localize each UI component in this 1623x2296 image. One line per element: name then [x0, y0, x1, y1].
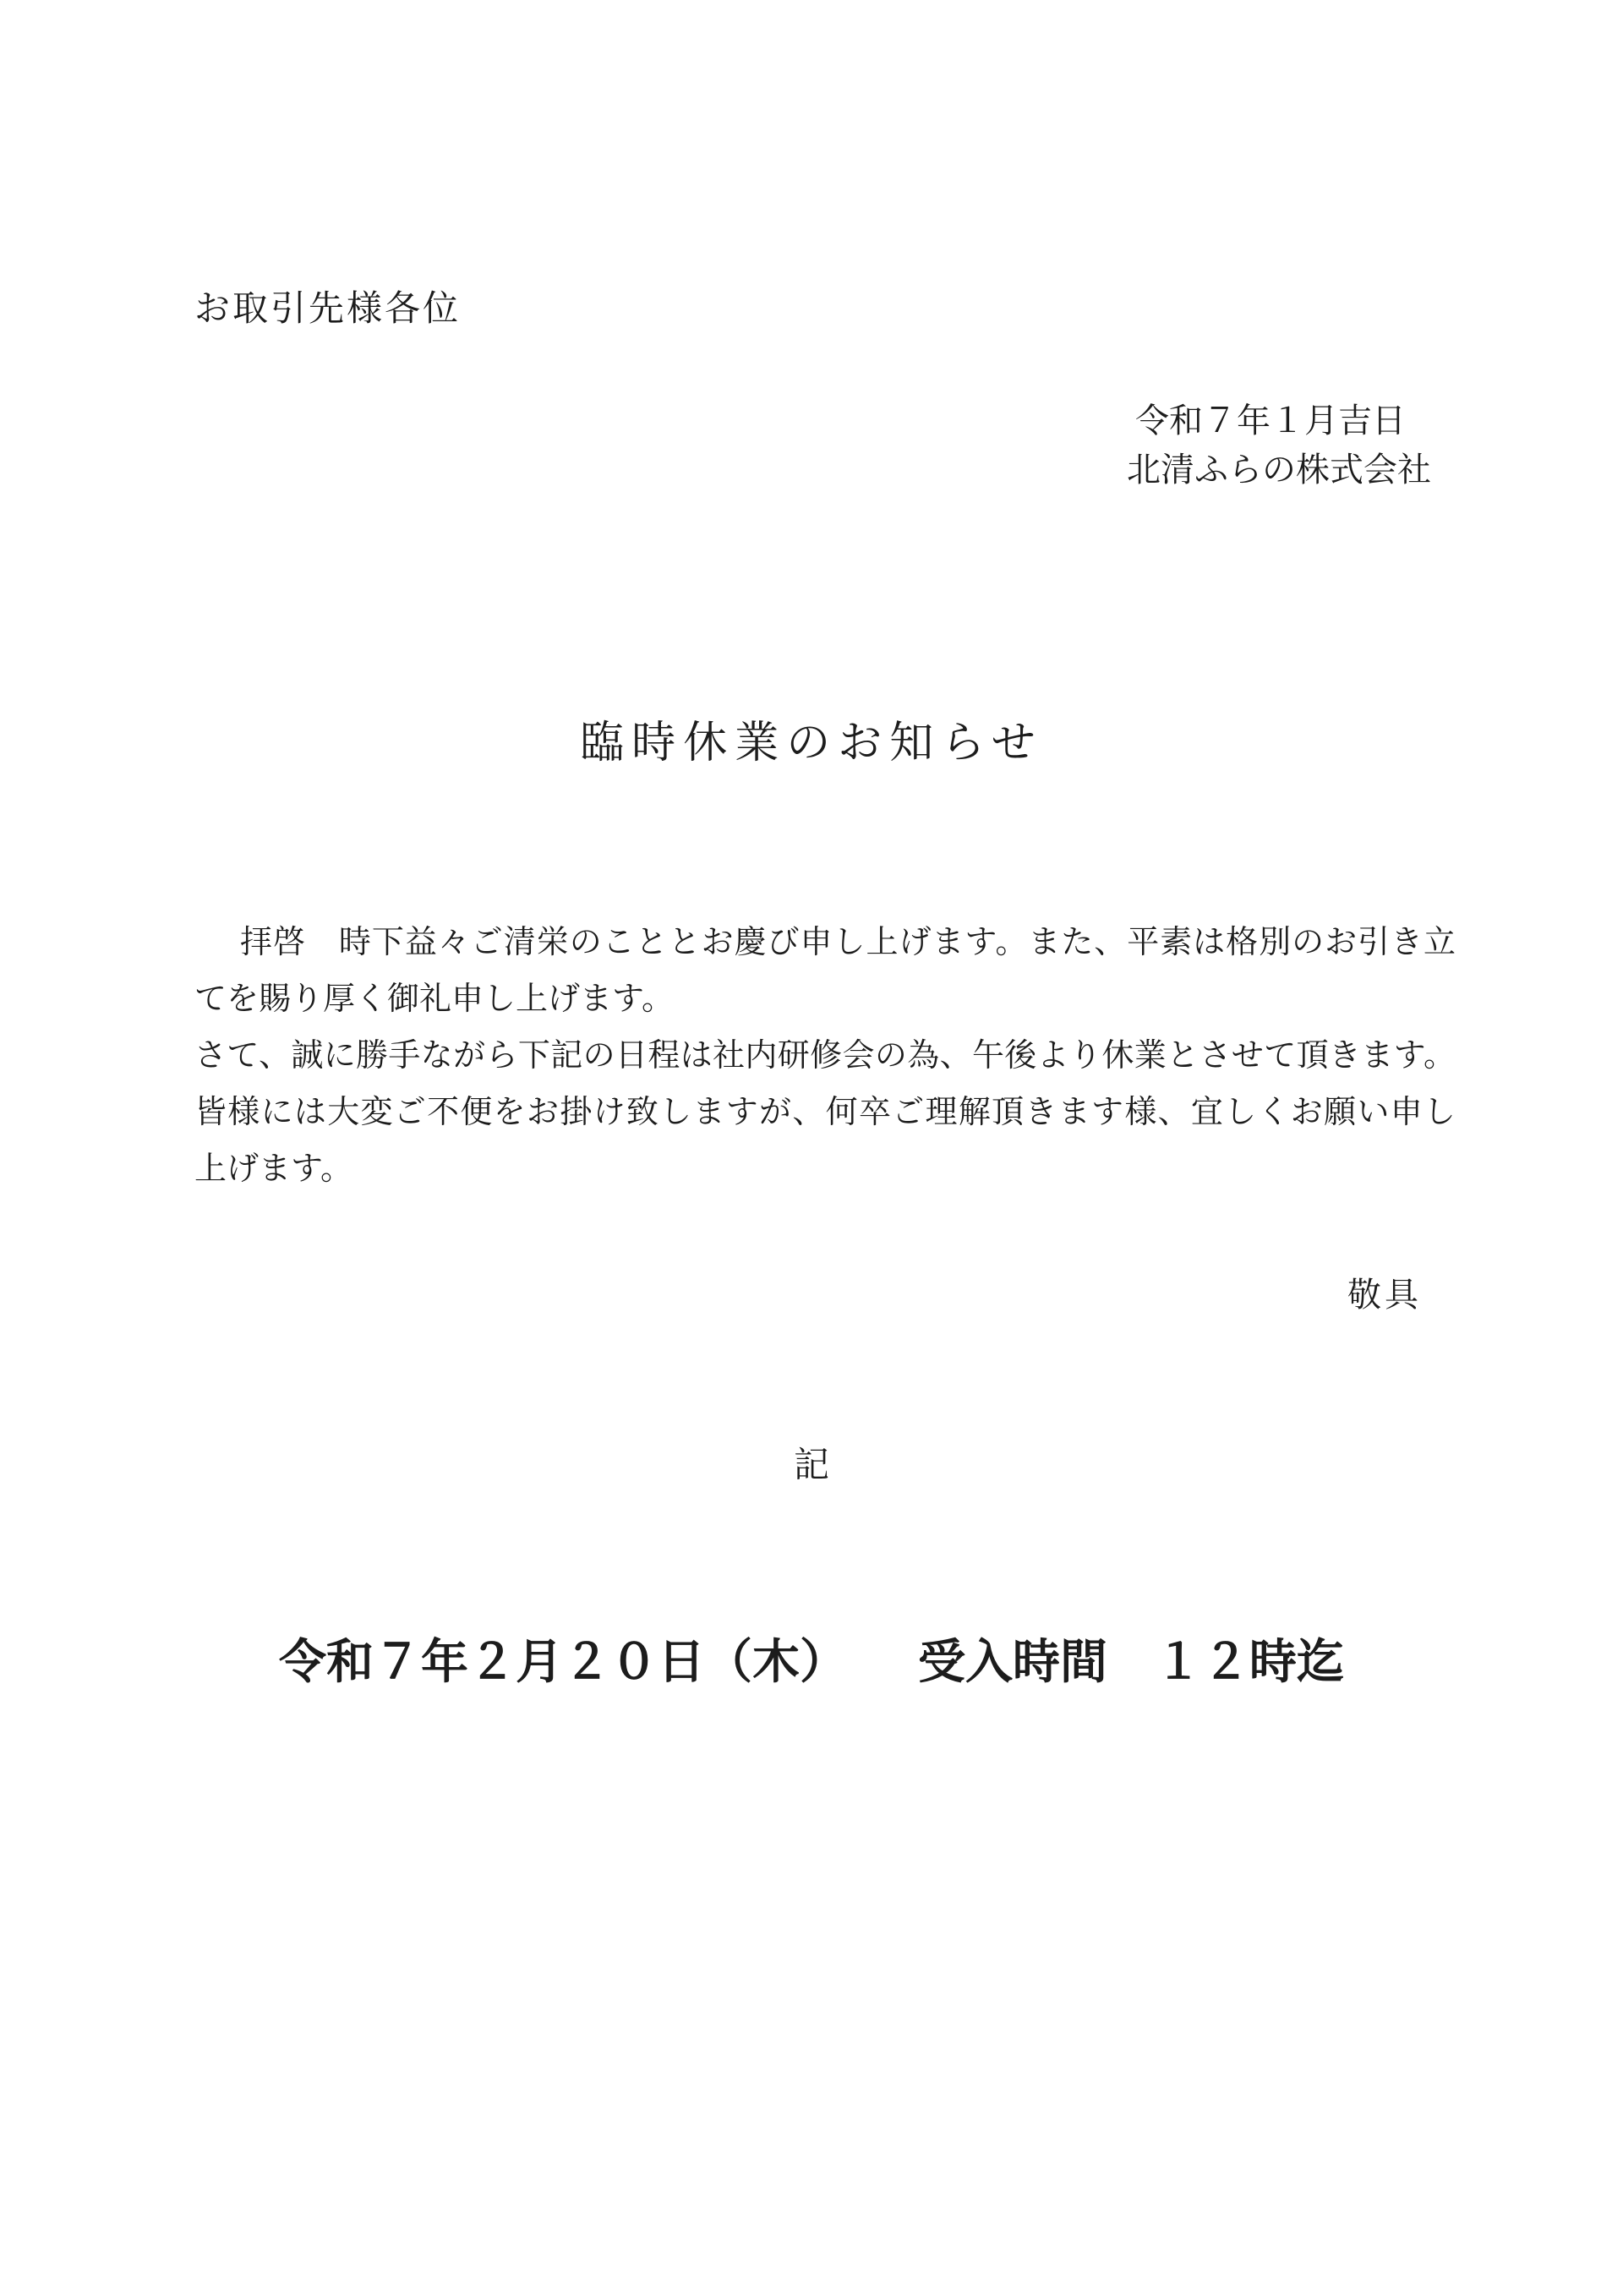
company-name: 北清ふらの株式会社 — [1127, 451, 1431, 489]
closing-keigu: 敬具 — [1347, 1276, 1422, 1314]
body-line-3: さて、誠に勝手ながら下記の日程は社内研修会の為、午後より休業とさせて頂きます。 — [194, 1038, 1456, 1074]
record-marker: 記 — [793, 1446, 829, 1485]
body-paragraphs — [194, 915, 1456, 1198]
recipient-line: お取引先様各位 — [194, 290, 462, 329]
body-line-5: 上げます。 — [194, 1151, 352, 1187]
body-line-1: 拝啓 時下益々ご清栄のこととお慶び申し上げます。また、平素は格別のお引き立 — [240, 925, 1456, 960]
body-line-4: 皆様には大変ご不便をお掛け致しますが、何卒ご理解頂きます様、宜しくお願い申し — [194, 1095, 1456, 1130]
body-line-2: てを賜り厚く御礼申し上げます。 — [194, 981, 674, 1017]
schedule-line: 令和７年２月２０日（木） 受入時間 １２時迄 — [279, 1637, 1344, 1689]
notice-title: 臨時休業のお知らせ — [580, 719, 1043, 768]
issue-date: 令和７年１月吉日 — [1135, 402, 1406, 440]
